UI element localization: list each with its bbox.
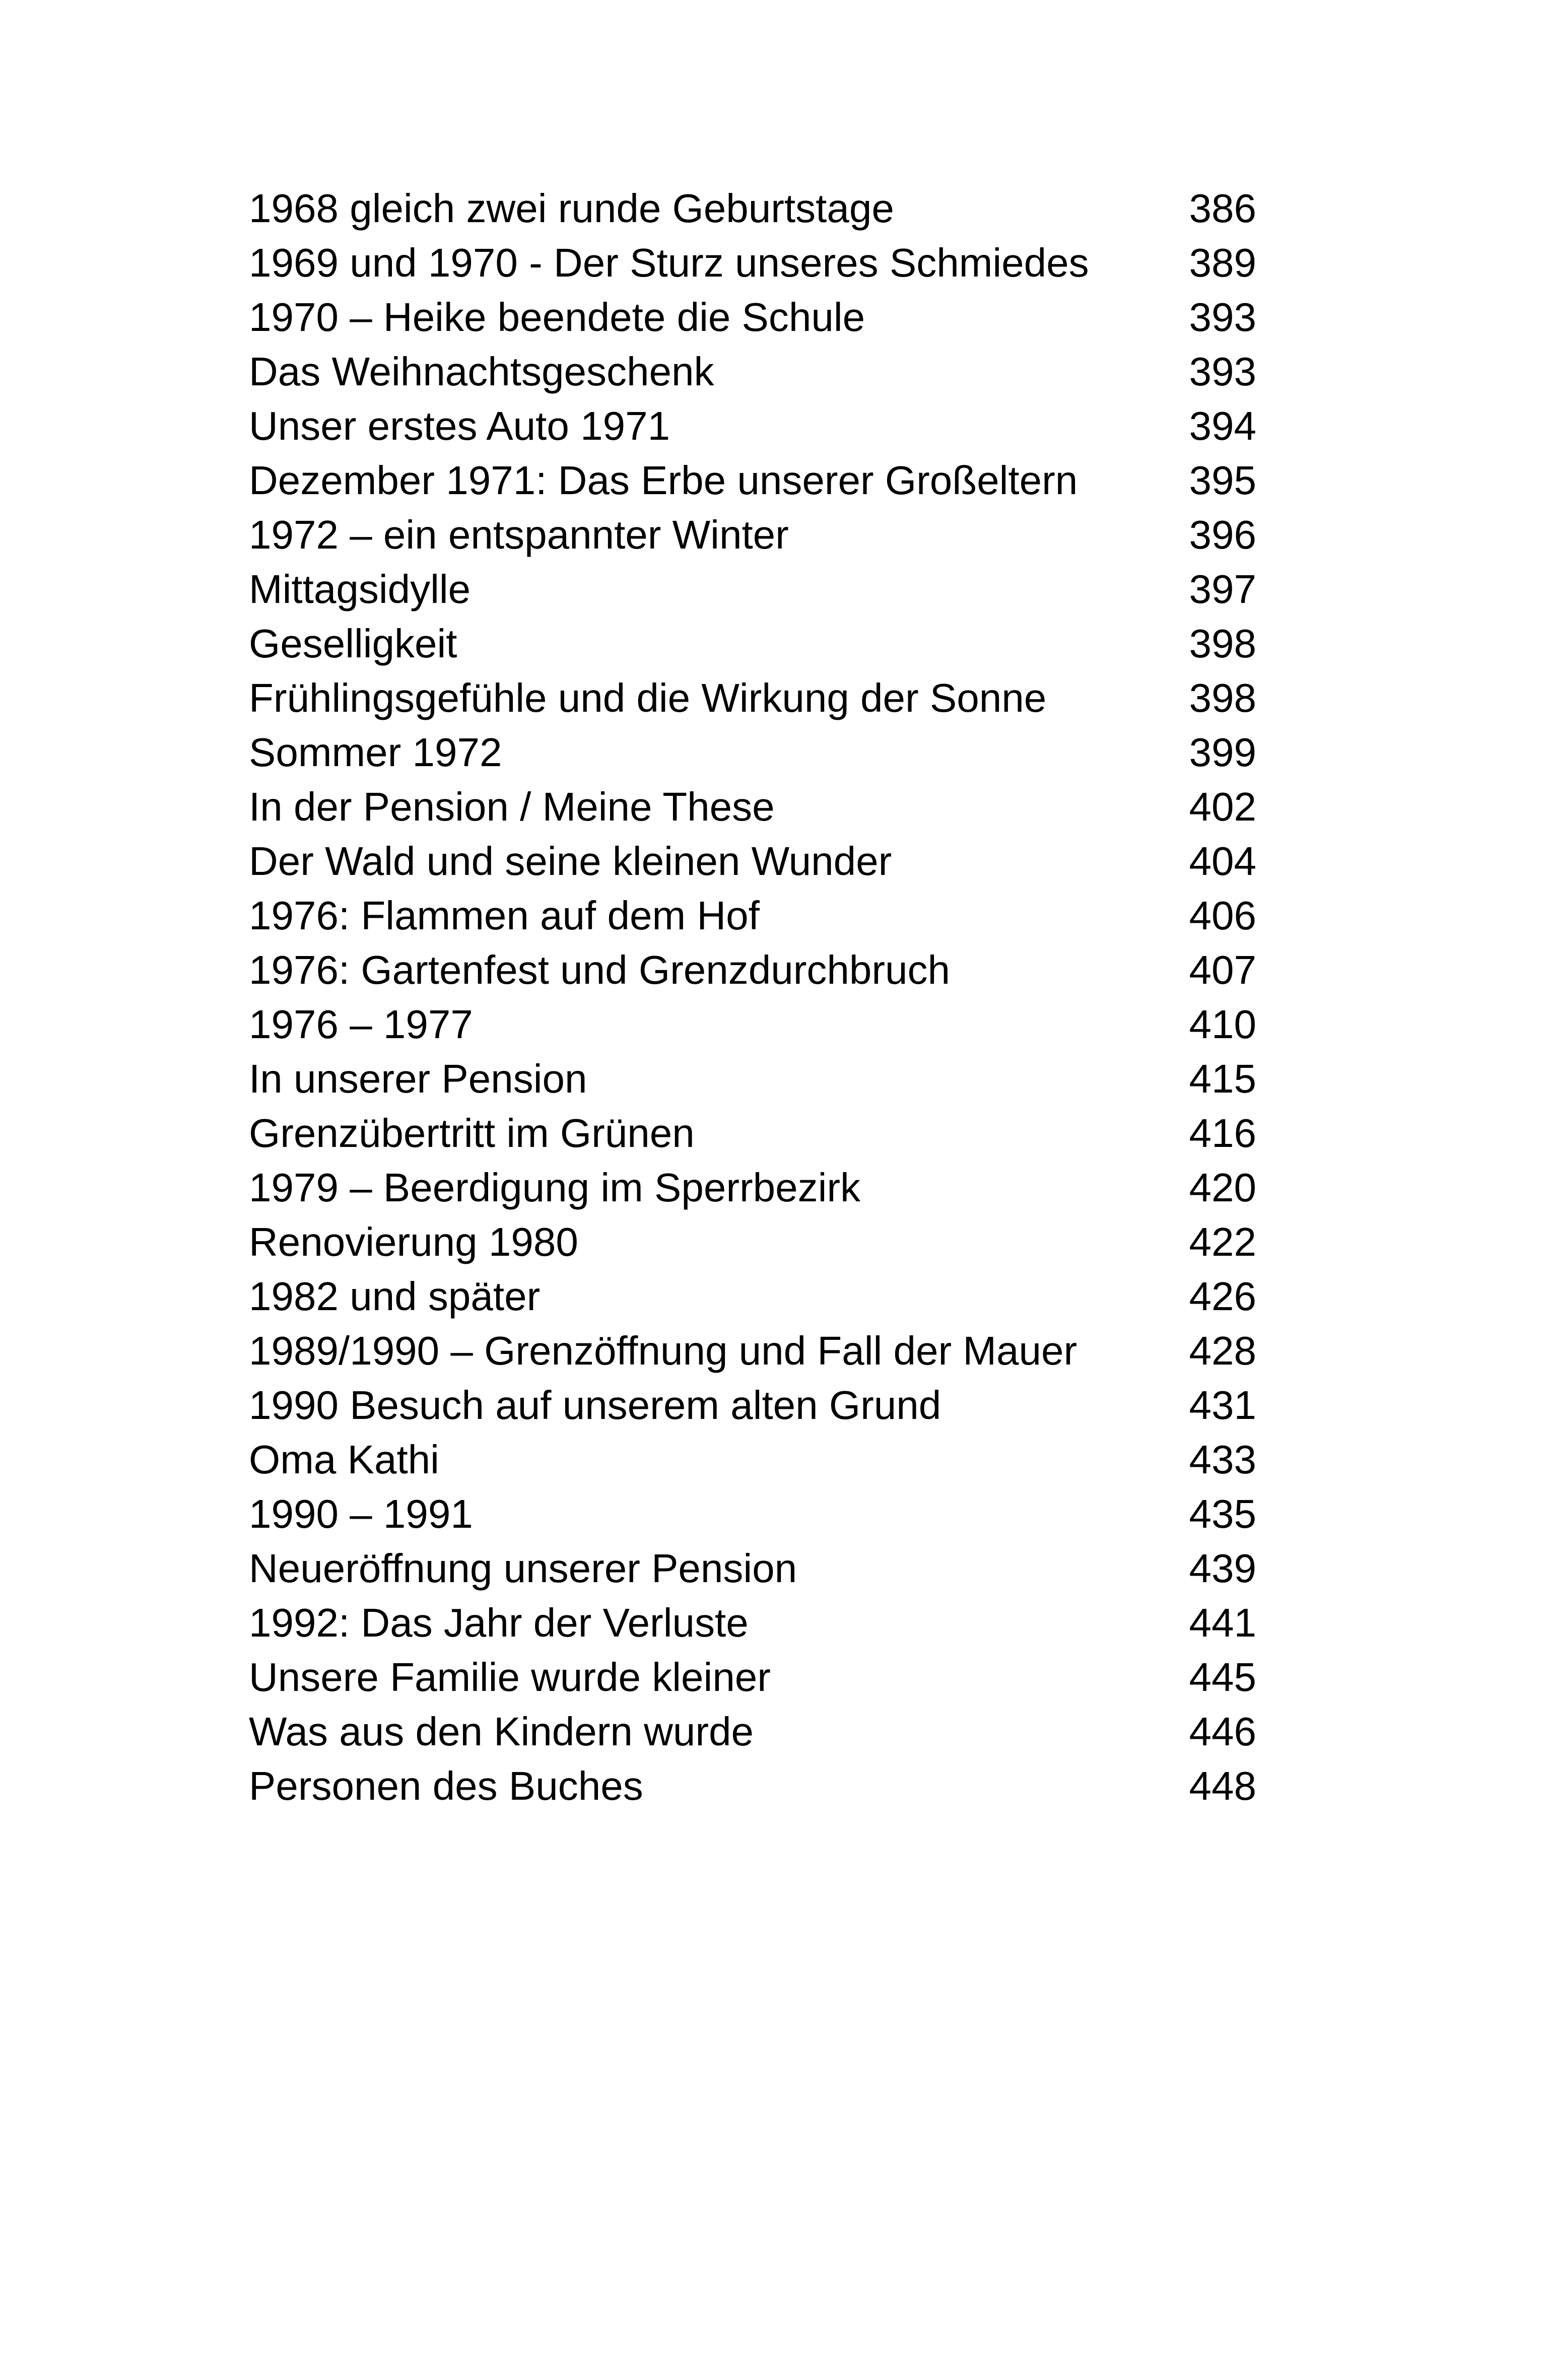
toc-entry-title: Personen des Buches: [249, 1763, 643, 1808]
toc-entry: [249, 1650, 1256, 1705]
toc-entry-page: 396: [1189, 512, 1256, 557]
toc-entry-title: Unsere Familie wurde kleiner: [249, 1655, 771, 1699]
toc-entry: [249, 889, 1256, 943]
toc-entry-page: 393: [1189, 295, 1256, 339]
toc-entry-title: Oma Kathi: [249, 1437, 439, 1482]
toc-entry-title: In der Pension / Meine These: [249, 784, 775, 829]
toc-entry: [249, 1052, 1256, 1106]
toc-entry: [249, 617, 1256, 671]
toc-entry: [249, 780, 1256, 834]
toc-entry-page: 435: [1189, 1491, 1256, 1536]
toc-entry-page: 386: [1189, 186, 1256, 231]
toc-entry-title: In unserer Pension: [249, 1056, 587, 1101]
toc-entry: [249, 290, 1256, 345]
toc-entry-page: 448: [1189, 1763, 1256, 1808]
toc-entry: [249, 943, 1256, 997]
toc-entry-title: Der Wald und seine kleinen Wunder: [249, 839, 892, 883]
toc-entry: [249, 1541, 1256, 1596]
toc-entry-title: 1976: Gartenfest und Grenzdurchbruch: [249, 947, 950, 992]
toc-entry: [249, 1596, 1256, 1650]
toc-entry-title: Mittagsidylle: [249, 567, 471, 611]
toc-entry: [249, 1433, 1256, 1487]
toc-entry-page: 416: [1189, 1111, 1256, 1155]
toc-entry-title: Grenzübertritt im Grünen: [249, 1111, 695, 1155]
toc-entry-title: 1992: Das Jahr der Verluste: [249, 1600, 749, 1645]
toc-entry-title: 1979 – Beerdigung im Sperrbezirk: [249, 1165, 861, 1210]
toc-entry: [249, 1269, 1256, 1324]
toc-entry-title: 1970 – Heike beendete die Schule: [249, 295, 865, 339]
toc-entry: [249, 1161, 1256, 1215]
toc-entry-page: 446: [1189, 1709, 1256, 1754]
toc-entry: [249, 453, 1256, 508]
toc-entry-page: 426: [1189, 1274, 1256, 1319]
toc-entry-page: 415: [1189, 1056, 1256, 1101]
toc-entry-page: 441: [1189, 1600, 1256, 1645]
toc-entry: [249, 1106, 1256, 1161]
toc-entry: [249, 1215, 1256, 1269]
toc-entry: [249, 1759, 1256, 1813]
toc-entry-page: 397: [1189, 567, 1256, 611]
toc-entry: [249, 181, 1256, 236]
toc-entry-page: 420: [1189, 1165, 1256, 1210]
toc-entry-page: 389: [1189, 240, 1256, 285]
toc-entry: [249, 562, 1256, 617]
toc-entry-title: 1972 – ein entspannter Winter: [249, 512, 789, 557]
toc-entry-title: 1990 Besuch auf unserem alten Grund: [249, 1383, 941, 1427]
toc-entry-page: 395: [1189, 458, 1256, 503]
toc-entry: [249, 236, 1256, 290]
toc-entry-title: Das Weihnachtsgeschenk: [249, 349, 714, 394]
toc-entry-title: Was aus den Kindern wurde: [249, 1709, 754, 1754]
toc-entry-page: 439: [1189, 1546, 1256, 1591]
toc-entry: [249, 1705, 1256, 1759]
toc-entry: [249, 345, 1256, 399]
toc-entry-title: 1990 – 1991: [249, 1491, 473, 1536]
toc-entry: [249, 1487, 1256, 1541]
toc-entry: [249, 725, 1256, 780]
toc-entry-page: 422: [1189, 1219, 1256, 1264]
toc-entry-title: 1982 und später: [249, 1274, 541, 1319]
toc-entry-page: 445: [1189, 1655, 1256, 1699]
toc-entry-page: 402: [1189, 784, 1256, 829]
toc-entry-title: Dezember 1971: Das Erbe unserer Großeltern: [249, 458, 1078, 503]
toc-entry: [249, 997, 1256, 1052]
toc-entry-title: Frühlingsgefühle und die Wirkung der Sonne: [249, 675, 1047, 720]
toc-entry: [249, 1378, 1256, 1433]
toc-entry-title: Geselligkeit: [249, 621, 457, 666]
toc-entry-title: 1976 – 1977: [249, 1002, 473, 1047]
toc-entry-page: 431: [1189, 1383, 1256, 1427]
toc-entry-page: 410: [1189, 1002, 1256, 1047]
toc-entry-title: 1969 und 1970 - Der Sturz unseres Schmiedes: [249, 240, 1089, 285]
toc-entry-page: 398: [1189, 675, 1256, 720]
toc-entry: [249, 671, 1256, 725]
toc-entry: [249, 399, 1256, 453]
toc-entry-page: 394: [1189, 403, 1256, 448]
toc-entry-page: 433: [1189, 1437, 1256, 1482]
toc-entry-title: Sommer 1972: [249, 730, 502, 775]
toc-entry-page: 399: [1189, 730, 1256, 775]
toc-entry-page: 406: [1189, 893, 1256, 938]
toc-entry-page: 398: [1189, 621, 1256, 666]
toc-entry-title: Neueröffnung unserer Pension: [249, 1546, 797, 1591]
toc-entry-page: 407: [1189, 947, 1256, 992]
toc-entry: [249, 834, 1256, 889]
toc-entry-title: Renovierung 1980: [249, 1219, 578, 1264]
toc-entry-page: 393: [1189, 349, 1256, 394]
table-of-contents: [249, 181, 1256, 1813]
toc-entry-title: Unser erstes Auto 1971: [249, 403, 670, 448]
toc-entry: [249, 1324, 1256, 1378]
toc-entry-page: 404: [1189, 839, 1256, 883]
toc-entry-title: 1968 gleich zwei runde Geburtstage: [249, 186, 894, 231]
toc-entry-page: 428: [1189, 1328, 1256, 1373]
toc-entry-title: 1976: Flammen auf dem Hof: [249, 893, 760, 938]
toc-entry: [249, 508, 1256, 562]
toc-entry-title: 1989/1990 – Grenzöffnung und Fall der Mauer: [249, 1328, 1078, 1373]
